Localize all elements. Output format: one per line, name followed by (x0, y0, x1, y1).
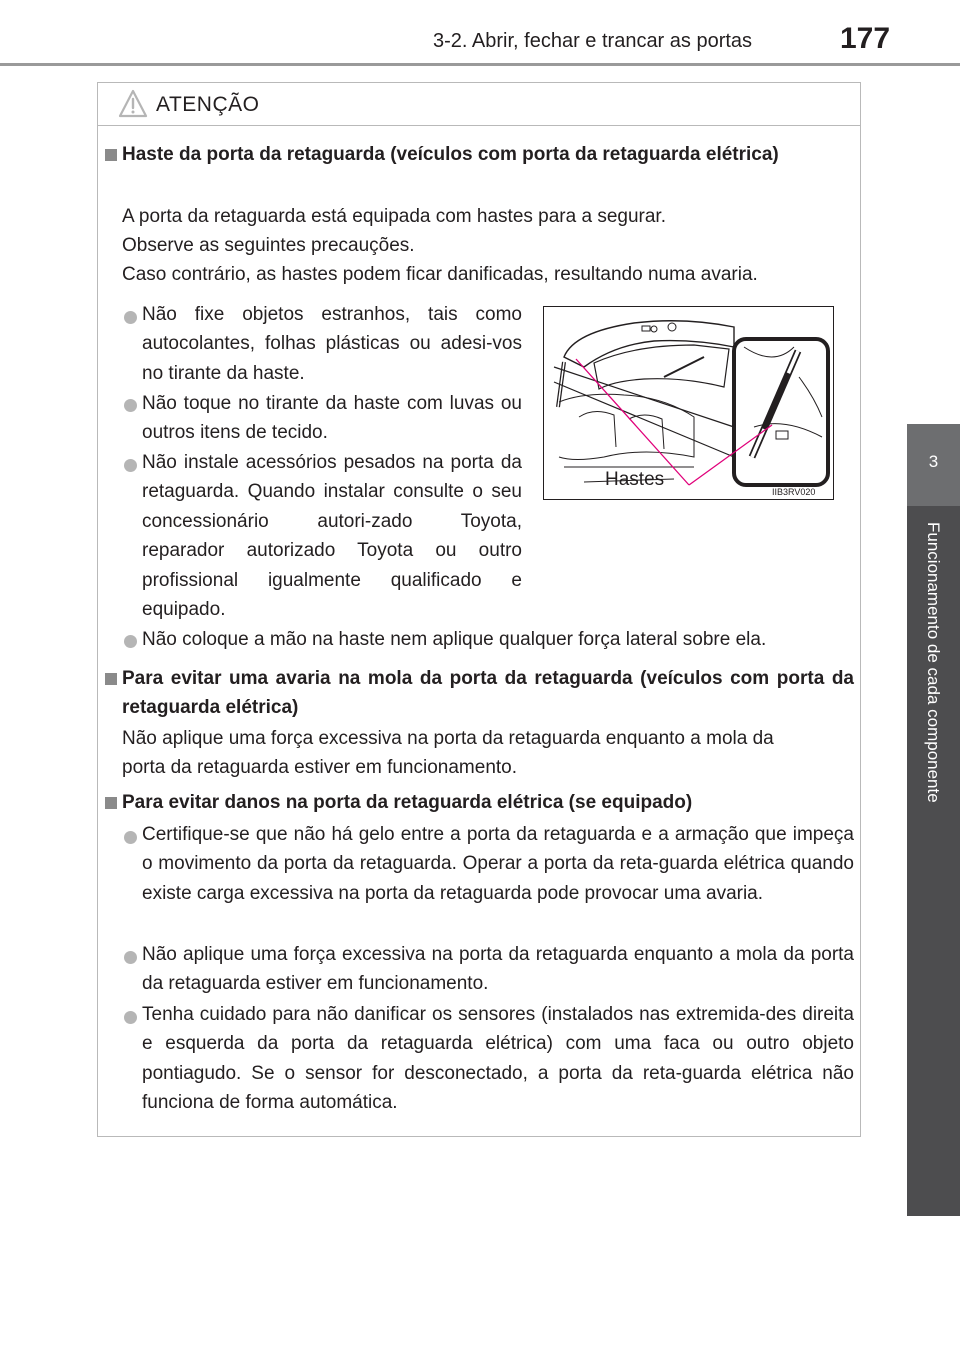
chapter-tab (907, 424, 960, 506)
section1-intro-line: Observe as seguintes precauções. (122, 235, 415, 256)
page-number: 177 (840, 22, 891, 55)
section1-bullet: Não instale acessórios pesados na porta da retaguarda. Quando instalar consulte o seu concessionário autori-zado Toyota, reparador autorizado Toyota ou outro profissional igualmente qualificado e equipado. (142, 452, 522, 621)
section2-body: Não aplique uma força excessiva na porta da retaguarda enquanto a mola da porta da retaguarda estiver em funcionamento. (122, 728, 774, 779)
header-rule (0, 63, 960, 66)
bullet-dot (124, 399, 137, 412)
chapter-strip (907, 506, 960, 1216)
section-title: 3-2. Abrir, fechar e trancar as portas (433, 30, 753, 52)
section1-heading: Haste da porta da retaguarda (veículos com porta da retaguarda elétrica) (122, 144, 779, 165)
section1-bullet: Não coloque a mão na haste nem aplique qualquer força lateral sobre ela. (142, 629, 767, 650)
section1-intro-line: Caso contrário, as hastes podem ficar danificadas, resultando numa avaria. (122, 264, 758, 285)
liftgate-drawing (544, 307, 835, 501)
section1-bullet: Não fixe objetos estranhos, tais como autocolantes, folhas plásticas ou adesi-vos no tirante da haste. (142, 304, 522, 384)
section-marker-square (105, 673, 117, 685)
bullet-dot (124, 951, 137, 964)
section1-intro-line: A porta da retaguarda está equipada com hastes para a segurar. (122, 206, 666, 227)
figure-code: IIB3RV020 (772, 487, 816, 497)
section1-bullet: Não toque no tirante da haste com luvas ou outros itens de tecido. (142, 393, 522, 444)
section2-heading: Para evitar uma avaria na mola da porta da retaguarda (veículos com porta da retaguarda elétrica) (122, 668, 854, 719)
bullet-dot (124, 635, 137, 648)
section-marker-square (105, 149, 117, 161)
bullet-dot (124, 1011, 137, 1024)
bullet-dot (124, 311, 137, 324)
section3-heading: Para evitar danos na porta da retaguarda elétrica (se equipado) (122, 792, 693, 813)
section3-bullet: Tenha cuidado para não danificar os sensores (instalados nas extremida-des direita e esquerda da porta da retaguarda elétrica) com uma faca ou outro objeto pontiagudo. Se o sensor for desconectado, a porta da reta-guarda elétrica não funciona de forma automática. (142, 1004, 854, 1114)
chapter-title: Funcionamento de cada componente (924, 522, 943, 803)
section3-bullet: Certifique-se que não há gelo entre a porta da retaguarda e a armação que impeça o movimento da porta da retaguarda. Operar a porta da reta-guarda elétrica quando existe carga excessiva na porta da retaguarda pode provocar uma avaria. (142, 824, 854, 904)
chapter-number: 3 (928, 452, 939, 471)
warning-title: ATENÇÃO (156, 93, 260, 116)
warning-triangle-icon (118, 89, 148, 119)
warning-header (98, 83, 860, 126)
figure-label: Hastes (605, 469, 665, 490)
liftgate-strut-illustration (543, 306, 834, 500)
section-marker-square (105, 797, 117, 809)
bullet-dot (124, 459, 137, 472)
section3-bullet: Não aplique uma força excessiva na porta da retaguarda enquanto a mola da porta da retaguarda estiver em funcionamento. (142, 944, 854, 995)
bullet-dot (124, 831, 137, 844)
